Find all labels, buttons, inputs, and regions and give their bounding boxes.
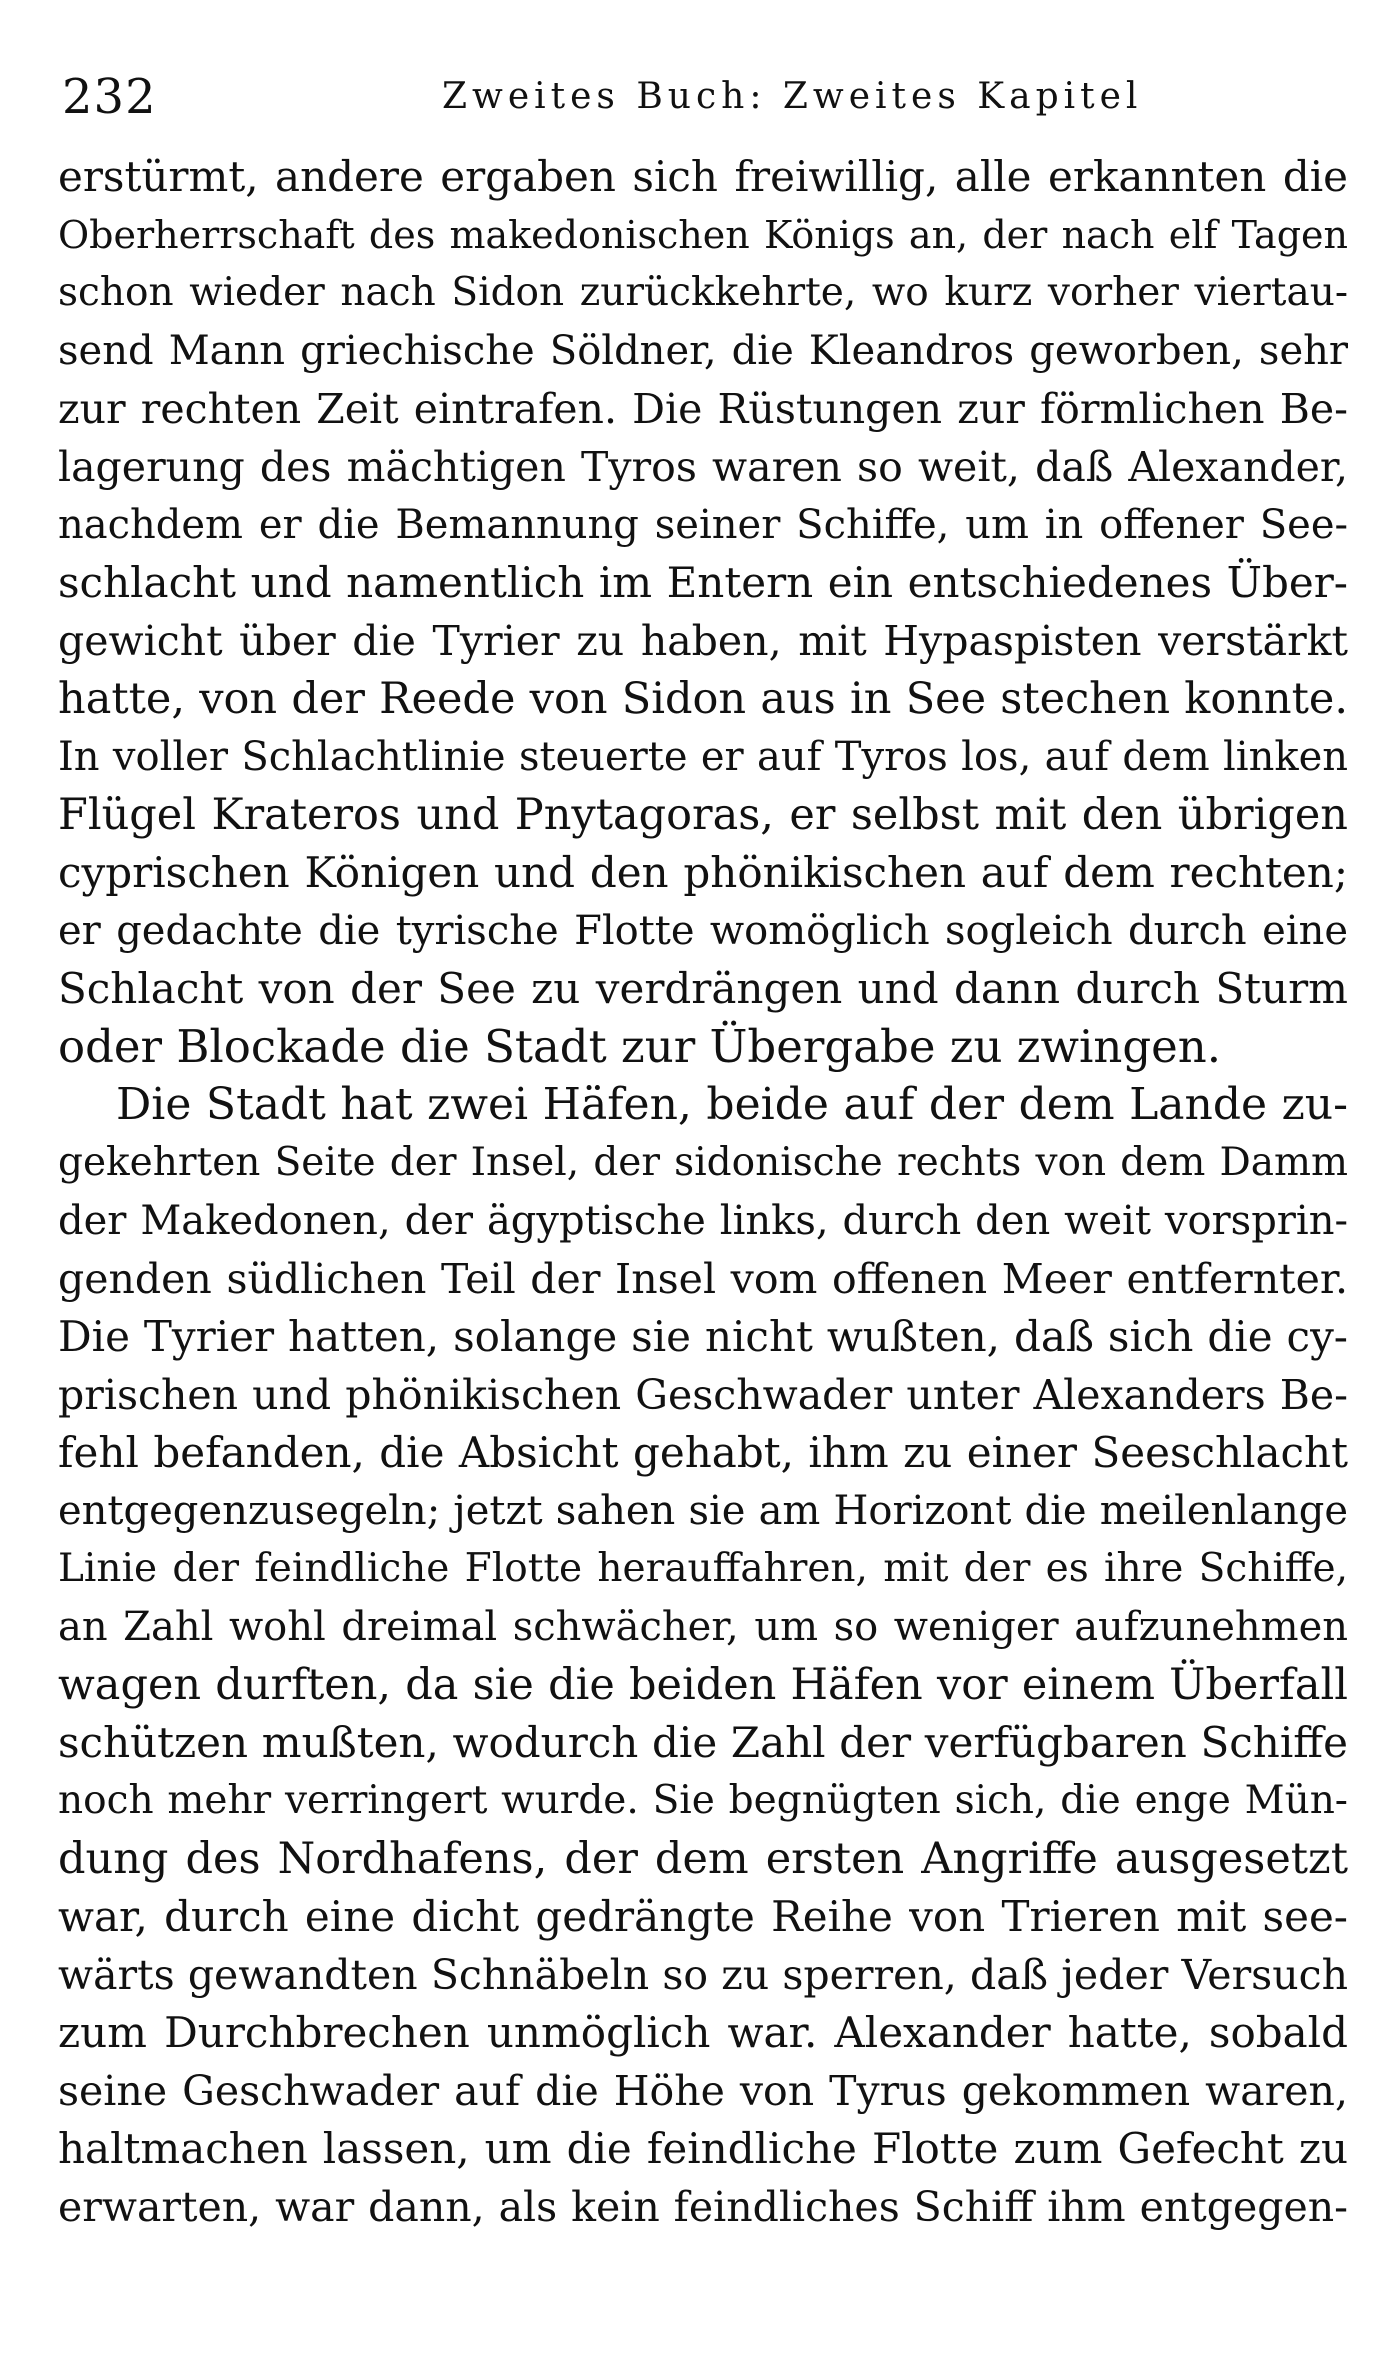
text-line: lagerung des mächtigen Tyros waren so weit, daß Alexander,	[58, 443, 1348, 491]
paragraph-1	[58, 148, 1348, 1076]
text-line: send Mann griechische Söldner, die Kleandros geworben, sehr	[58, 328, 1348, 374]
text-line: seine Geschwader auf die Höhe von Tyrus gekommen waren,	[58, 2067, 1348, 2115]
text-line: gekehrten Seite der Insel, der sidonische rechts von dem Damm	[58, 1140, 1348, 1185]
text-line: erwarten, war dann, als kein feindliches Schiff ihm entgegen-	[58, 2183, 1348, 2231]
text-line: er gedachte die tyrische Flotte womöglich sogleich durch eine	[58, 908, 1348, 954]
text-line: der Makedonen, der ägyptische links, durch den weit vorsprin-	[58, 1198, 1348, 1244]
text-line: erstürmt, andere ergaben sich freiwillig, alle erkannten die	[58, 152, 1348, 201]
text-line: zur rechten Zeit eintrafen. Die Rüstungen zur förmlichen Be-	[58, 385, 1348, 433]
text-line: schlacht und namentlich im Entern ein entschiedenes Über-	[58, 558, 1348, 607]
text-line: war, durch eine dicht gedrängte Reihe von Trieren mit see-	[58, 1892, 1348, 1941]
text-line: Oberherrschaft des makedonischen Königs an, der nach elf Tagen	[58, 213, 1348, 257]
text-line: an Zahl wohl dreimal schwächer, um so weniger aufzunehmen	[58, 1604, 1348, 1650]
text-line: entgegenzusegeln; jetzt sahen sie am Horizont die meilenlange	[58, 1488, 1348, 1534]
text-line: noch mehr verringert wurde. Sie begnügten sich, die enge Mün-	[58, 1778, 1348, 1823]
page-header	[62, 62, 1352, 132]
text-line: Linie der feindliche Flotte herauffahren, mit der es ihre Schiffe,	[58, 1546, 1348, 1591]
text-line: dung des Nordhafens, der dem ersten Angriffe ausgesetzt	[58, 1834, 1348, 1884]
page-number: 232	[62, 69, 157, 125]
text-line: Die Stadt hat zwei Häfen, beide auf der dem Lande zu-	[116, 1079, 1348, 1130]
text-line: wagen durften, da sie die beiden Häfen vor einem Überfall	[58, 1660, 1348, 1710]
text-line: oder Blockade die Stadt zur Übergabe zu zwingen.	[58, 1020, 1222, 1073]
text-line: Schlacht von der See zu verdrängen und dann durch Sturm	[58, 964, 1348, 1013]
text-line: cyprischen Königen und den phönikischen auf dem rechten;	[58, 848, 1348, 897]
body-text	[58, 148, 1348, 2236]
text-line: nachdem er die Bemannung seiner Schiffe, um in offener See-	[58, 502, 1348, 548]
text-line: genden südlichen Teil der Insel vom offenen Meer entfernter.	[58, 1255, 1348, 1303]
text-line: hatte, von der Reede von Sidon aus in See stechen konnte.	[58, 674, 1348, 724]
text-line: haltmachen lassen, um die feindliche Flotte zum Gefecht zu	[58, 2124, 1348, 2173]
text-line: fehl befanden, die Absicht gehabt, ihm zu einer Seeschlacht	[58, 1428, 1348, 1477]
text-line: In voller Schlachtlinie steuerte er auf Tyros los, auf dem linken	[58, 734, 1348, 780]
text-line: schon wieder nach Sidon zurückkehrte, wo kurz vorher viertau-	[58, 270, 1348, 315]
text-line: gewicht über die Tyrier zu haben, mit Hypaspisten verstärkt	[58, 617, 1348, 665]
text-line: Die Tyrier hatten, solange sie nicht wußten, daß sich die cy-	[58, 1312, 1348, 1361]
text-line: zum Durchbrechen unmöglich war. Alexander hatte, sobald	[58, 2008, 1348, 2057]
text-line: prischen und phönikischen Geschwader unter Alexanders Be-	[58, 1371, 1348, 1419]
text-line: Flügel Krateros und Pnytagoras, er selbst mit den übrigen	[58, 790, 1348, 840]
text-line: wärts gewandten Schnäbeln so zu sperren, daß jeder Versuch	[58, 1951, 1348, 1999]
paragraph-2	[58, 1076, 1348, 2236]
running-head: Zweites Buch: Zweites Kapitel	[442, 76, 1143, 117]
text-line: schützen mußten, wodurch die Zahl der verfügbaren Schiffe	[58, 1718, 1348, 1767]
